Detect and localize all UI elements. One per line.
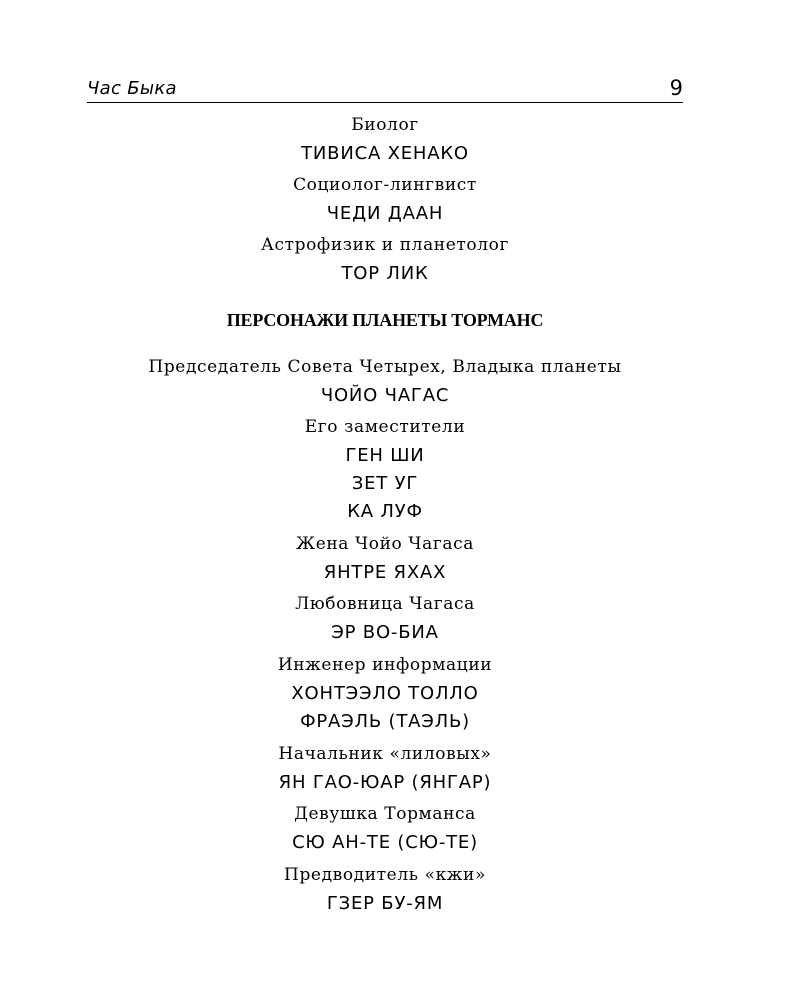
name-gzer-bu-yam: ГЗЕР БУ-ЯМ bbox=[326, 893, 444, 914]
role-leader-kzhi: Предводитель «кжи» bbox=[284, 865, 486, 885]
name-tor-lik: ТОР ЛИК bbox=[341, 263, 429, 284]
running-header bbox=[87, 76, 683, 103]
role-girl: Девушка Торманса bbox=[294, 804, 476, 824]
name-khonteelo-tollo: ХОНТЭЭЛО ТОЛЛО bbox=[291, 683, 479, 704]
name-yantre-yakhakh: ЯНТРЕ ЯХАХ bbox=[323, 562, 447, 583]
role-wife: Жена Чойо Чагаса bbox=[296, 534, 474, 554]
role-chief-lilac: Начальник «лиловых» bbox=[278, 744, 492, 764]
name-gen-shi: ГЕН ШИ bbox=[345, 445, 425, 466]
name-choyo-chagas: ЧОЙО ЧАГАС bbox=[320, 385, 450, 406]
name-yan-gao-yuar: ЯН ГАО-ЮАР (ЯНГАР) bbox=[278, 772, 492, 793]
role-lover: Любовница Чагаса bbox=[295, 594, 475, 614]
name-tivisa-khenako: ТИВИСА ХЕНАКО bbox=[301, 143, 469, 164]
role-sociolinguist: Социолог-лингвист bbox=[293, 175, 477, 195]
name-zet-ug: ЗЕТ УГ bbox=[351, 473, 419, 494]
name-frael-tael: ФРАЭЛЬ (ТАЭЛЬ) bbox=[300, 711, 470, 732]
name-chedi-daan: ЧЕДИ ДААН bbox=[326, 203, 444, 224]
page-number: 9 bbox=[669, 76, 683, 100]
book-title: Час Быка bbox=[87, 78, 177, 99]
role-chairman: Председатель Совета Четырех, Владыка планеты bbox=[148, 357, 622, 377]
role-biologist: Биолог bbox=[351, 115, 419, 135]
role-engineer: Инженер информации bbox=[277, 655, 493, 675]
name-syu-an-te: СЮ АН-ТЕ (СЮ-ТЕ) bbox=[292, 832, 478, 853]
role-deputies: Его заместители bbox=[304, 417, 466, 437]
role-astrophysicist: Астрофизик и планетолог bbox=[261, 235, 509, 255]
section-heading: ПЕРСОНАЖИ ПЛАНЕТЫ ТОРМАНС bbox=[226, 310, 544, 330]
name-ka-luf: КА ЛУФ bbox=[347, 501, 423, 522]
name-er-vo-bia: ЭР ВО-БИА bbox=[331, 622, 439, 643]
